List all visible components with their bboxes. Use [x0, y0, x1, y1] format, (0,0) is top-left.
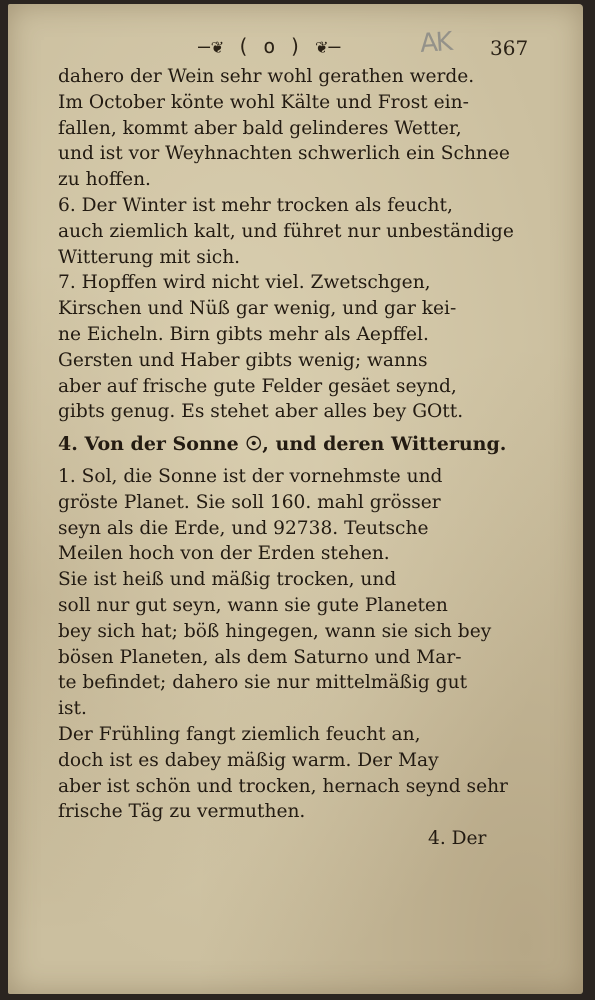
text-line: seyn als die Erde, und 92738. Teutsche	[58, 517, 429, 539]
text-line: Kirschen und Nüß gar wenig, und gar kei-	[58, 298, 457, 320]
section-heading: 4. Von der Sonne ☉, und deren Witterung.	[58, 433, 507, 456]
text-line: und ist vor Weyhnachten schwerlich ein Schnee	[58, 143, 510, 165]
text-line: 6. Der Winter ist mehr trocken als feucht,	[58, 194, 453, 216]
text-line: frische Täg zu vermuthen.	[58, 801, 306, 823]
catchword: 4. Der	[428, 828, 487, 849]
text-line: doch ist es dabey mäßig warm. Der May	[58, 749, 439, 771]
text-line: fallen, kommt aber bald gelinderes Wetter,	[58, 117, 462, 139]
text-line: ist.	[58, 698, 87, 720]
text-line: aber ist schön und trocken, hernach seynd sehr	[58, 775, 508, 797]
text-line: Meilen hoch von der Erden stehen.	[58, 543, 390, 565]
text-line: gibts genug. Es stehet aber alles bey GOtt.	[58, 401, 464, 423]
text-line: bösen Planeten, als dem Saturno und Mar-	[58, 646, 462, 668]
page-header	[198, 26, 538, 64]
text-line: te befindet; dahero sie nur mittelmäßig gut	[58, 672, 468, 694]
header-ornament: —❦ ( o ) ❦—	[198, 34, 342, 58]
text-line: dahero der Wein sehr wohl gerathen werde.	[58, 66, 475, 87]
text-line: auch ziemlich kalt, und führet nur unbeständige	[58, 220, 514, 242]
text-line: bey sich hat; böß hingegen, wann sie sich bey	[58, 620, 492, 642]
text-line: zu hoffen.	[58, 169, 151, 191]
text-line: ne Eicheln. Birn gibts mehr als Aepffel.	[58, 323, 429, 345]
text-line: Der Frühling fangt ziemlich feucht an,	[58, 723, 421, 745]
text-line: soll nur gut seyn, wann sie gute Planeten	[58, 594, 448, 616]
text-line: Sie ist heiß und mäßig trocken, und	[58, 569, 397, 591]
text-line: Witterung mit sich.	[58, 246, 241, 268]
page-number: 367	[490, 36, 529, 60]
text-line: aber auf frische gute Felder gesäet seynd,	[58, 375, 457, 397]
text-line: 7. Hopffen wird nicht viel. Zwetschgen,	[58, 272, 431, 294]
body-text	[58, 64, 528, 825]
text-line: Gersten und Haber gibts wenig; wanns	[58, 349, 428, 371]
library-stamp: AK	[418, 26, 452, 60]
text-line: gröste Planet. Sie soll 160. mahl grösser	[58, 491, 441, 513]
text-line: 1. Sol, die Sonne ist der vornehmste und	[58, 465, 443, 487]
text-line: Im October könte wohl Kälte und Frost ein-	[58, 91, 469, 113]
